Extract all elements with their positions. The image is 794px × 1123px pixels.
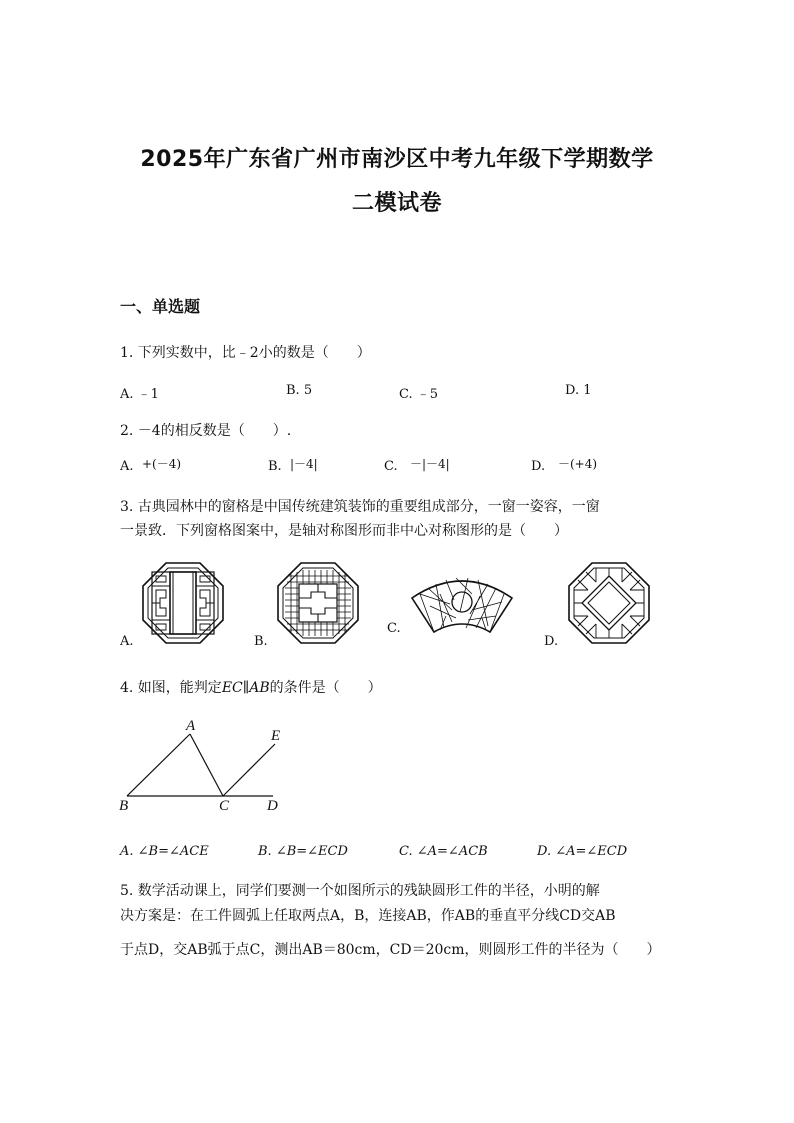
point-label-b: B [119, 798, 129, 814]
q2-option-d-expr: －(+4) [558, 457, 598, 471]
q2-option-c-label: C. [384, 459, 398, 474]
q4-option-d: D. ∠A=∠ECD [537, 844, 628, 859]
q3-option-c-label: C. [387, 621, 401, 636]
q1-option-d: D. 1 [565, 383, 592, 398]
q2-option-c-expr: －|－4| [410, 457, 450, 471]
section-heading: 一、单选题 [120, 297, 201, 316]
lattice-window-d-figure [568, 562, 650, 644]
page-title-line2: 二模试卷 [351, 191, 442, 216]
question-2-stem: 2. －4的相反数是（ ）. [120, 423, 292, 439]
q4-option-b: B. ∠B=∠ECD [258, 844, 348, 859]
question-3-line2: 一景致．下列窗格图案中，是轴对称图形而非中心对称图形的是（ ） [120, 523, 568, 539]
q2-option-a-label: A. [120, 459, 134, 474]
q2-option-b-expr: |－4| [290, 457, 318, 471]
q1-option-b: B. 5 [286, 383, 313, 398]
question-4-stem-suffix: 的条件是（ ） [269, 680, 382, 696]
point-label-d: D [267, 798, 278, 814]
q4-option-c: C. ∠A=∠ACB [399, 844, 488, 859]
question-4-stem-prefix: 4. 如图，能判定 [120, 680, 222, 696]
lattice-window-a-figure [142, 562, 224, 644]
question-3-line1: 3. 古典园林中的窗格是中国传统建筑装饰的重要组成部分，一窗一姿容，一窗 [120, 499, 600, 515]
point-label-a: A [186, 718, 196, 734]
point-label-c: C [219, 798, 230, 814]
q3-option-b-label: B. [254, 634, 268, 649]
question-5-line1: 5. 数学活动课上，同学们要测一个如图所示的残缺圆形工件的半径，小明的解 [120, 883, 600, 899]
q4-geometry-figure [115, 712, 295, 816]
q4-option-a: A. ∠B=∠ACE [120, 844, 209, 859]
q3-option-a-label: A. [120, 634, 134, 649]
lattice-window-b-figure [277, 562, 359, 644]
page-title-line1: 2025年广东省广州市南沙区中考九年级下学期数学 [140, 147, 654, 172]
question-5-line3: 于点D，交AB弧于点C，测出AB＝80cm，CD＝20cm，则圆形工件的半径为（ ） [120, 942, 661, 958]
question-4-stem-math: EC∥AB [221, 680, 270, 696]
q2-option-b-label: B. [268, 459, 282, 474]
q2-option-a-expr: +(－4) [142, 457, 182, 471]
lattice-window-c-figure [410, 570, 514, 636]
q3-option-d-label: D. [544, 634, 559, 649]
point-label-e: E [271, 728, 281, 744]
q1-option-a: A. ﹣1 [120, 387, 159, 402]
question-1-stem: 1. 下列实数中，比﹣2小的数是（ ） [120, 345, 371, 361]
q2-option-d-label: D. [531, 459, 546, 474]
q1-option-c: C. ﹣5 [399, 387, 439, 402]
question-5-line2: 决方案是：在工件圆弧上任取两点A，B，连接AB，作AB的垂直平分线CD交AB [120, 908, 616, 924]
